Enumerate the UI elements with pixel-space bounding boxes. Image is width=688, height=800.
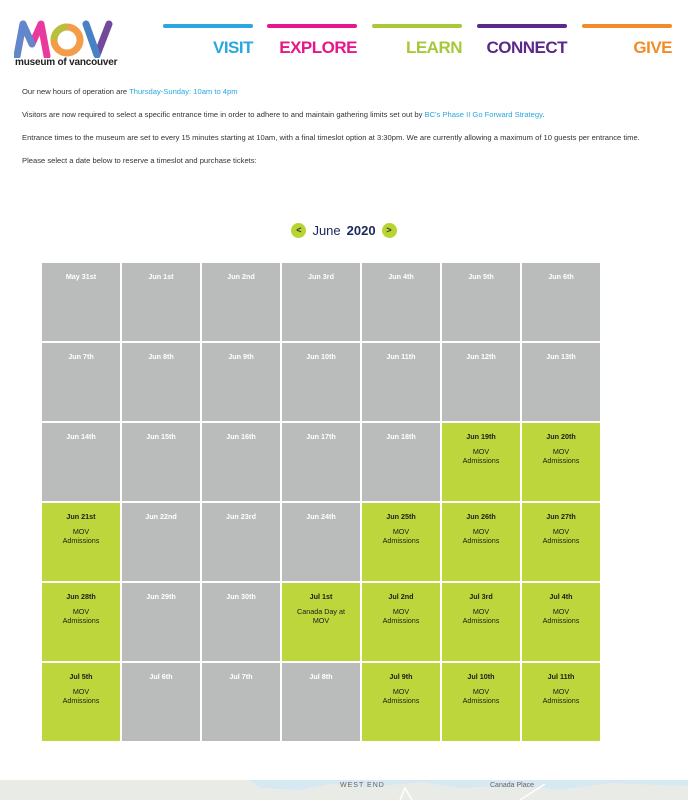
calendar-day [522,343,600,421]
calendar-day[interactable] [442,503,520,581]
nav-explore[interactable] [267,24,357,60]
calendar-day-date: Jun 1st [148,272,174,281]
calendar-day-date: Jul 8th [309,672,333,681]
calendar-day-date: Jul 6th [149,672,173,681]
calendar-day[interactable] [442,583,520,661]
calendar-day [122,423,200,501]
mov-logo-letters [14,20,114,58]
calendar-day-event[interactable]: MOV Admissions [382,607,420,625]
logo-wordmark: museum of vancouver [15,57,118,68]
mov-logo[interactable] [14,20,118,72]
calendar-day[interactable] [42,583,120,661]
calendar-day-event[interactable]: MOV Admissions [62,607,100,625]
calendar-day-date: Jun 8th [148,352,174,361]
phase-ii-link[interactable]: BC's Phase II Go Forward Strategy [424,110,543,119]
calendar-day-event[interactable]: MOV Admissions [62,527,100,545]
calendar-day[interactable] [42,503,120,581]
calendar-day[interactable] [522,423,600,501]
calendar-day-date: Jul 10th [467,672,495,681]
calendar-day-date: Jun 4th [388,272,414,281]
nav-give[interactable] [582,24,672,60]
visitors-paragraph [22,109,652,120]
calendar-day [282,343,360,421]
calendar-day [42,343,120,421]
calendar-day-date: Jun 13th [546,352,576,361]
calendar-day-date: Jun 26th [466,512,496,521]
nav-learn[interactable] [372,24,462,60]
calendar-day [362,423,440,501]
calendar-day-date: Jun 9th [228,352,254,361]
calendar-day-event[interactable]: MOV Admissions [62,687,100,705]
nav-connect-label: CONNECT [486,38,567,57]
nav-explore-label: EXPLORE [279,38,357,57]
next-month-button[interactable]: > [382,223,397,238]
visitors-suffix: . [542,110,545,119]
calendar-day [282,663,360,741]
calendar-day-date: Jul 4th [549,592,573,601]
map-label-west-end: WEST END [340,782,385,789]
calendar-day [202,263,280,341]
calendar-day [202,503,280,581]
select-paragraph: Please select a date below to reserve a timeslot and purchase tickets: [22,156,257,165]
visitors-prefix: Visitors are now required to select a specific entrance time in order to adhere to and maintain gathering limits set out by [22,110,425,119]
calendar-day [122,263,200,341]
calendar-day [362,343,440,421]
calendar-day-date: Jun 6th [548,272,574,281]
calendar-day[interactable] [442,663,520,741]
calendar-day-date: Jul 11th [547,672,575,681]
calendar-day-date: Jun 3rd [308,272,334,281]
hours-paragraph [22,86,652,97]
calendar-day-event[interactable]: MOV Admissions [542,687,580,705]
calendar-day-event[interactable]: MOV Admissions [542,527,580,545]
calendar-day-event[interactable]: MOV Admissions [382,687,420,705]
booking-calendar [42,263,602,743]
calendar-day [522,263,600,341]
calendar-day[interactable] [442,423,520,501]
calendar-day[interactable] [522,583,600,661]
nav-visit[interactable] [163,24,253,60]
hours-link[interactable]: Thursday-Sunday: 10am to 4pm [129,87,238,96]
calendar-day [442,263,520,341]
calendar-day [122,343,200,421]
month-label: June [312,222,341,238]
calendar-day [202,663,280,741]
month-navigation [0,220,688,238]
calendar-day[interactable] [522,503,600,581]
calendar-day [282,423,360,501]
calendar-day[interactable] [42,663,120,741]
calendar-day-date: Jun 20th [546,432,576,441]
calendar-day-date: Jun 12th [466,352,496,361]
calendar-day-date: Jun 18th [386,432,416,441]
calendar-day-date: Jun 19th [466,432,496,441]
calendar-day-date: Jun 21st [66,512,96,521]
nav-learn-label: LEARN [405,38,462,57]
calendar-day-event[interactable]: MOV Admissions [462,687,500,705]
calendar-day-event[interactable]: MOV Admissions [462,527,500,545]
calendar-day-date: Jul 2nd [388,592,414,601]
calendar-day [202,423,280,501]
calendar-day-event[interactable]: MOV Admissions [462,607,500,625]
calendar-day-date: Jul 7th [229,672,253,681]
calendar-day-event[interactable]: MOV Admissions [542,607,580,625]
year-label: 2020 [346,222,376,238]
calendar-day [202,343,280,421]
calendar-day-date: Jun 5th [468,272,494,281]
calendar-day-date: Jun 17th [306,432,336,441]
intro-text [22,86,652,178]
calendar-day-date: Jun 27th [546,512,576,521]
calendar-day [202,583,280,661]
calendar-day-date: Jul 1st [309,592,333,601]
entrance-paragraph: Entrance times to the museum are set to every 15 minutes starting at 10am, with a final timeslot option at 3:30pm. We are currently allowing a maximum of 10 guests per entrance time. [22,133,640,142]
calendar-day-event[interactable]: MOV Admissions [462,447,500,465]
calendar-day [42,423,120,501]
calendar-day-date: Jun 2nd [227,272,255,281]
calendar-day-event[interactable]: Canada Day at MOV [297,607,345,625]
calendar-day[interactable] [282,583,360,661]
calendar-day-date: Jul 3rd [469,592,493,601]
hours-prefix: Our new hours of operation are [22,87,130,96]
calendar-day-date: Jul 9th [389,672,413,681]
calendar-day-event[interactable]: MOV Admissions [382,527,420,545]
calendar-day [282,503,360,581]
calendar-day-date: Jun 30th [226,592,256,601]
calendar-day-date: Jul 5th [69,672,93,681]
calendar-day-date: Jun 7th [68,352,94,361]
calendar-day [362,263,440,341]
month-nav-inner [291,223,396,238]
calendar-day-date: Jun 23rd [226,512,256,521]
calendar-day-date: May 31st [65,272,97,281]
calendar-day-date: Jun 14th [66,432,96,441]
calendar-day[interactable] [362,663,440,741]
calendar-day [282,263,360,341]
location-map[interactable] [0,780,688,800]
calendar-day-date: Jun 29th [146,592,176,601]
map-label-canada-place: Canada Place [490,782,534,789]
calendar-day [122,583,200,661]
calendar-day-date: Jun 25th [386,512,416,521]
calendar-day-date: Jun 24th [306,512,336,521]
calendar-day [122,663,200,741]
calendar-day-date: Jun 11th [386,352,416,361]
prev-month-button[interactable]: < [291,223,306,238]
calendar-day [122,503,200,581]
calendar-day-date: Jun 28th [66,592,96,601]
calendar-day [442,343,520,421]
calendar-day-date: Jun 22nd [145,512,177,521]
calendar-day[interactable] [362,503,440,581]
calendar-day-date: Jun 15th [146,432,176,441]
calendar-day[interactable] [362,583,440,661]
site-header [0,0,688,75]
nav-connect[interactable] [477,24,567,60]
calendar-day-date: Jun 10th [306,352,336,361]
calendar-day-date: Jun 16th [226,432,256,441]
calendar-day[interactable] [522,663,600,741]
nav-give-label: GIVE [633,38,672,57]
calendar-day-event[interactable]: MOV Admissions [542,447,580,465]
nav-visit-label: VISIT [212,38,253,57]
calendar-day [42,263,120,341]
main-nav [163,24,673,64]
